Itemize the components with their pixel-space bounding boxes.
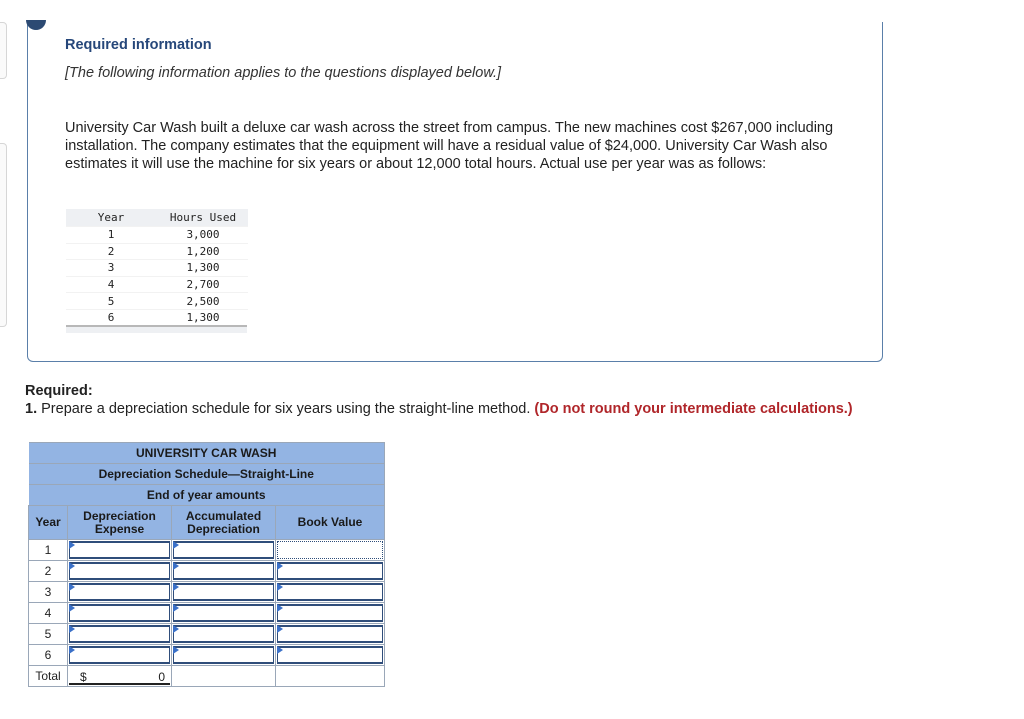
dep-expense-input[interactable] — [68, 645, 172, 666]
book-value-input[interactable] — [276, 540, 385, 561]
book-value-input[interactable] — [276, 624, 385, 645]
acc-dep-input[interactable] — [172, 540, 276, 561]
row-year: 2 — [29, 561, 68, 582]
input-flag-icon — [277, 583, 283, 591]
depreciation-schedule-table — [28, 442, 385, 687]
total-label: Total — [29, 666, 68, 687]
input-flag-icon — [173, 583, 179, 591]
acc-dep-input[interactable] — [172, 645, 276, 666]
double-underline — [69, 683, 170, 685]
hours-year: 2 — [66, 243, 156, 260]
row-year: 1 — [29, 540, 68, 561]
hours-col-hours: Hours Used — [156, 209, 248, 227]
dep-expense-input[interactable] — [68, 582, 172, 603]
hours-used-table — [66, 209, 248, 326]
col-dep-line2: Expense — [94, 521, 145, 536]
hours-table-footer — [66, 325, 247, 333]
required-number: 1. — [25, 401, 38, 417]
dep-expense-input[interactable] — [68, 540, 172, 561]
acc-dep-input[interactable] — [172, 582, 276, 603]
input-flag-icon — [173, 604, 179, 612]
left-edge-tab-top — [0, 22, 7, 79]
col-year: Year — [29, 506, 68, 540]
col-dep-line1: Depreciation — [83, 508, 156, 523]
hours-row — [66, 243, 248, 260]
schedule-subtitle: Depreciation Schedule—Straight-Line — [29, 464, 385, 485]
hours-row — [66, 227, 248, 244]
schedule-title: UNIVERSITY CAR WASH — [29, 443, 385, 464]
row-year: 3 — [29, 582, 68, 603]
schedule-row — [29, 540, 385, 561]
book-value-input[interactable] — [276, 645, 385, 666]
hours-row — [66, 309, 248, 325]
schedule-row — [29, 645, 385, 666]
input-flag-icon — [173, 625, 179, 633]
hours-year: 4 — [66, 276, 156, 293]
input-flag-icon — [277, 625, 283, 633]
hours-value: 1,200 — [156, 243, 248, 260]
total-currency: $ — [80, 670, 87, 684]
input-flag-icon — [277, 562, 283, 570]
schedule-row — [29, 603, 385, 624]
input-flag-icon — [173, 562, 179, 570]
row-year: 6 — [29, 645, 68, 666]
input-flag-icon — [69, 625, 75, 633]
dep-expense-input[interactable] — [68, 603, 172, 624]
schedule-row — [29, 582, 385, 603]
dep-expense-input[interactable] — [68, 624, 172, 645]
input-flag-icon — [69, 541, 75, 549]
col-depreciation-expense — [68, 506, 172, 540]
hours-value: 3,000 — [156, 227, 248, 244]
input-flag-icon — [173, 646, 179, 654]
row-year: 5 — [29, 624, 68, 645]
acc-dep-input[interactable] — [172, 603, 276, 624]
total-bv-empty — [276, 666, 385, 687]
col-book-value: Book Value — [276, 506, 385, 540]
total-value: 0 — [158, 670, 165, 684]
book-value-input[interactable] — [276, 603, 385, 624]
left-edge-tab-bottom — [0, 143, 7, 327]
schedule-total-row — [29, 666, 385, 687]
input-flag-icon — [277, 646, 283, 654]
col-acc-line1: Accumulated — [185, 508, 262, 523]
input-flag-icon — [173, 541, 179, 549]
book-value-input[interactable] — [276, 582, 385, 603]
col-accumulated-depreciation — [172, 506, 276, 540]
col-acc-line2: Depreciation — [187, 521, 260, 536]
schedule-row — [29, 561, 385, 582]
problem-paragraph: University Car Wash built a deluxe car wash across the street from campus. The new machines cost $267,000 including installation. The company estimates that the equipment will have a residual value of $24,000. University Car Wash also estimates it will use the machine for six years or about 12,000 total hours. Actual use per year was as follows: — [65, 120, 834, 172]
row-year: 4 — [29, 603, 68, 624]
required-text: Prepare a depreciation schedule for six years using the straight-line method. — [41, 401, 531, 417]
hours-value: 2,500 — [156, 293, 248, 310]
required-instruction — [25, 401, 853, 417]
acc-dep-input[interactable] — [172, 561, 276, 582]
schedule-caption: End of year amounts — [29, 485, 385, 506]
info-title: Required information — [65, 37, 212, 53]
dep-expense-input[interactable] — [68, 561, 172, 582]
hours-value: 1,300 — [156, 309, 248, 325]
hours-year: 3 — [66, 260, 156, 277]
hours-row — [66, 260, 248, 277]
hours-year: 1 — [66, 227, 156, 244]
input-flag-icon — [69, 604, 75, 612]
hours-value: 1,300 — [156, 260, 248, 277]
hours-row — [66, 276, 248, 293]
total-dep-expense — [68, 666, 172, 687]
schedule-row — [29, 624, 385, 645]
hours-year: 6 — [66, 309, 156, 325]
info-subtitle: [The following information applies to the questions displayed below.] — [65, 65, 502, 81]
required-heading: Required: — [25, 383, 93, 399]
hours-value: 2,700 — [156, 276, 248, 293]
hours-year: 5 — [66, 293, 156, 310]
total-acc-dep-empty — [172, 666, 276, 687]
required-note: (Do not round your intermediate calculations.) — [534, 401, 853, 417]
input-flag-icon — [69, 646, 75, 654]
book-value-input[interactable] — [276, 561, 385, 582]
hours-row — [66, 293, 248, 310]
input-flag-icon — [69, 562, 75, 570]
acc-dep-input[interactable] — [172, 624, 276, 645]
input-flag-icon — [277, 604, 283, 612]
hours-table-header — [66, 209, 248, 227]
input-flag-icon — [69, 583, 75, 591]
hours-col-year: Year — [66, 209, 156, 227]
